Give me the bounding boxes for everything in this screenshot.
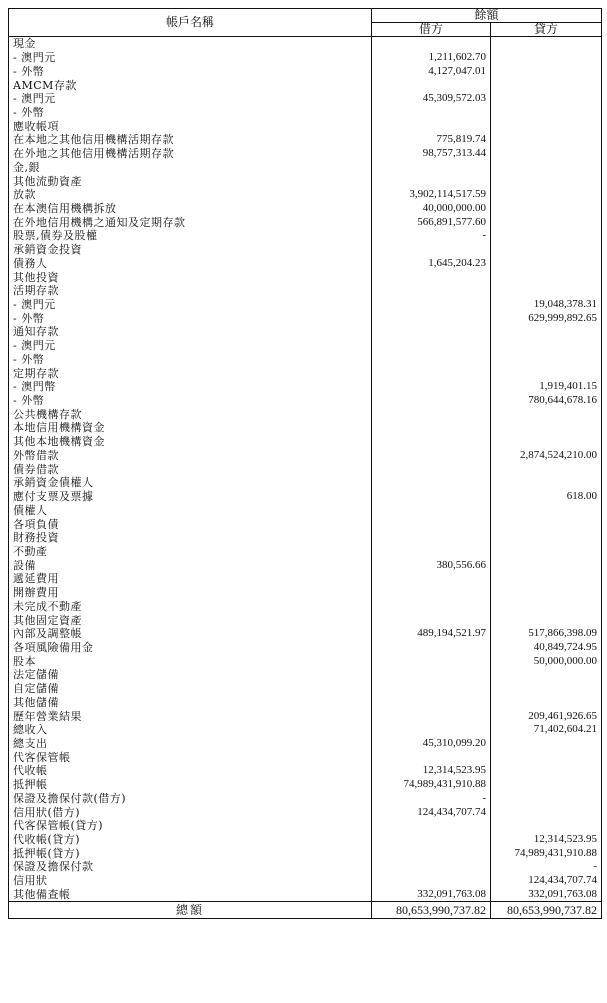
account-name: 不動產 <box>9 545 372 559</box>
debit-value <box>372 284 491 298</box>
credit-value: 517,866,398.09 <box>491 627 602 641</box>
table-row <box>9 490 602 504</box>
account-name: 股本 <box>9 654 372 668</box>
debit-value <box>372 407 491 421</box>
credit-value: 50,000,000.00 <box>491 654 602 668</box>
credit-value <box>491 257 602 271</box>
debit-value <box>372 394 491 408</box>
credit-value: 71,402,604.21 <box>491 723 602 737</box>
account-name: 代收帳(貸方) <box>9 833 372 847</box>
credit-value <box>491 599 602 613</box>
debit-value <box>372 819 491 833</box>
table-row <box>9 517 602 531</box>
credit-value: 209,461,926.65 <box>491 709 602 723</box>
account-name: 各項負債 <box>9 517 372 531</box>
account-name: - 澳門元 <box>9 92 372 106</box>
credit-value <box>491 106 602 120</box>
table-row <box>9 572 602 586</box>
debit-value <box>372 490 491 504</box>
debit-value <box>372 78 491 92</box>
total-label: 總額 <box>9 902 372 919</box>
credit-value <box>491 572 602 586</box>
table-row <box>9 764 602 778</box>
table-row <box>9 613 602 627</box>
credit-value <box>491 682 602 696</box>
table-row <box>9 119 602 133</box>
account-name: 債券借款 <box>9 462 372 476</box>
table-row <box>9 599 602 613</box>
credit-value <box>491 750 602 764</box>
account-name: 保證及擔保付款(借方) <box>9 792 372 806</box>
credit-value: 618.00 <box>491 490 602 504</box>
credit-value <box>491 558 602 572</box>
credit-value <box>491 133 602 147</box>
account-name: 自定儲備 <box>9 682 372 696</box>
credit-value <box>491 586 602 600</box>
debit-value: 4,127,047.01 <box>372 64 491 78</box>
account-name: 各項風險備用金 <box>9 641 372 655</box>
account-name: 其他本地機構資金 <box>9 435 372 449</box>
credit-value <box>491 517 602 531</box>
credit-value <box>491 435 602 449</box>
debit-value <box>372 353 491 367</box>
table-row <box>9 737 602 751</box>
table-row <box>9 874 602 888</box>
account-name: 遞延費用 <box>9 572 372 586</box>
table-row <box>9 641 602 655</box>
debit-value: 45,310,099.20 <box>372 737 491 751</box>
account-name: 公共機構存款 <box>9 407 372 421</box>
table-row <box>9 215 602 229</box>
debit-value <box>372 723 491 737</box>
credit-value: 12,314,523.95 <box>491 833 602 847</box>
account-name: 財務投資 <box>9 531 372 545</box>
debit-value <box>372 503 491 517</box>
account-name: 保證及擔保付款 <box>9 860 372 874</box>
table-row <box>9 160 602 174</box>
debit-value <box>372 860 491 874</box>
credit-value: - <box>491 860 602 874</box>
debit-value: 12,314,523.95 <box>372 764 491 778</box>
debit-value: 40,000,000.00 <box>372 202 491 216</box>
account-name: 歷年營業結果 <box>9 709 372 723</box>
debit-value <box>372 421 491 435</box>
table-row <box>9 449 602 463</box>
table-row <box>9 64 602 78</box>
total-credit: 80,653,990,737.82 <box>491 902 602 919</box>
table-row <box>9 627 602 641</box>
table-row <box>9 106 602 120</box>
table-row <box>9 174 602 188</box>
account-name: 代收帳 <box>9 764 372 778</box>
credit-value <box>491 325 602 339</box>
account-name: - 外幣 <box>9 394 372 408</box>
account-name: - 澳門元 <box>9 298 372 312</box>
account-name: AMCM存款 <box>9 78 372 92</box>
debit-value <box>372 449 491 463</box>
account-name: 活期存款 <box>9 284 372 298</box>
debit-value: 74,989,431,910.88 <box>372 778 491 792</box>
credit-value <box>491 778 602 792</box>
account-name: 外幣借款 <box>9 449 372 463</box>
table-row <box>9 353 602 367</box>
debit-value <box>372 874 491 888</box>
credit-value <box>491 78 602 92</box>
debit-value <box>372 462 491 476</box>
debit-value <box>372 613 491 627</box>
credit-value: 74,989,431,910.88 <box>491 846 602 860</box>
table-row <box>9 92 602 106</box>
table-row <box>9 682 602 696</box>
account-name-header: 帳戶名稱 <box>9 9 372 37</box>
debit-value: - <box>372 229 491 243</box>
table-row <box>9 723 602 737</box>
debit-value <box>372 833 491 847</box>
credit-value: 332,091,763.08 <box>491 888 602 902</box>
account-name: - 澳門元 <box>9 51 372 65</box>
credit-value: 19,048,378.31 <box>491 298 602 312</box>
credit-value <box>491 202 602 216</box>
credit-value <box>491 805 602 819</box>
table-row <box>9 133 602 147</box>
account-name: - 外幣 <box>9 64 372 78</box>
table-row <box>9 51 602 65</box>
table-row <box>9 270 602 284</box>
credit-value <box>491 270 602 284</box>
credit-value <box>491 147 602 161</box>
table-row <box>9 339 602 353</box>
account-name: 設備 <box>9 558 372 572</box>
table-row <box>9 284 602 298</box>
table-row <box>9 833 602 847</box>
table-body <box>9 37 602 902</box>
credit-value <box>491 284 602 298</box>
table-row <box>9 778 602 792</box>
account-name: 債權人 <box>9 503 372 517</box>
credit-value <box>491 668 602 682</box>
account-name: - 外幣 <box>9 311 372 325</box>
debit-value <box>372 517 491 531</box>
credit-value: 629,999,892.65 <box>491 311 602 325</box>
account-name: 應收帳項 <box>9 119 372 133</box>
table-row <box>9 380 602 394</box>
table-row <box>9 654 602 668</box>
credit-value <box>491 188 602 202</box>
account-name: 在本澳信用機構拆放 <box>9 202 372 216</box>
credit-value <box>491 764 602 778</box>
credit-value <box>491 503 602 517</box>
account-name: 通知存款 <box>9 325 372 339</box>
credit-value: 1,919,401.15 <box>491 380 602 394</box>
debit-value <box>372 545 491 559</box>
account-name: 內部及調整帳 <box>9 627 372 641</box>
account-name: 在本地之其他信用機構活期存款 <box>9 133 372 147</box>
account-name: - 澳門元 <box>9 339 372 353</box>
debit-value <box>372 599 491 613</box>
debit-value: 124,434,707.74 <box>372 805 491 819</box>
debit-value: 3,902,114,517.59 <box>372 188 491 202</box>
debit-value <box>372 174 491 188</box>
account-name: 在外地信用機構之通知及定期存款 <box>9 215 372 229</box>
table-row <box>9 78 602 92</box>
table-row <box>9 421 602 435</box>
table-row <box>9 229 602 243</box>
debit-value <box>372 243 491 257</box>
table-row <box>9 435 602 449</box>
table-row <box>9 819 602 833</box>
debit-value <box>372 37 491 51</box>
total-debit: 80,653,990,737.82 <box>372 902 491 919</box>
debit-value <box>372 119 491 133</box>
account-name: 本地信用機構資金 <box>9 421 372 435</box>
table-row <box>9 257 602 271</box>
account-name: 信用狀(借方) <box>9 805 372 819</box>
account-name: 代客保管帳(貸方) <box>9 819 372 833</box>
credit-value: 780,644,678.16 <box>491 394 602 408</box>
account-name: 承銷資金債權人 <box>9 476 372 490</box>
account-name: - 外幣 <box>9 106 372 120</box>
table-header <box>9 9 602 37</box>
credit-value <box>491 462 602 476</box>
table-row <box>9 709 602 723</box>
table-row <box>9 366 602 380</box>
debit-value <box>372 325 491 339</box>
table-row <box>9 888 602 902</box>
account-name: 開辦費用 <box>9 586 372 600</box>
credit-value <box>491 613 602 627</box>
credit-value <box>491 339 602 353</box>
account-name: 其他備查帳 <box>9 888 372 902</box>
debit-value <box>372 641 491 655</box>
account-name: 總支出 <box>9 737 372 751</box>
credit-value <box>491 792 602 806</box>
table-row <box>9 243 602 257</box>
credit-value <box>491 243 602 257</box>
credit-value <box>491 64 602 78</box>
account-name: 在外地之其他信用機構活期存款 <box>9 147 372 161</box>
table-row <box>9 586 602 600</box>
debit-value: - <box>372 792 491 806</box>
account-name: 代客保管帳 <box>9 750 372 764</box>
table-row <box>9 311 602 325</box>
account-name: 未完成不動產 <box>9 599 372 613</box>
account-name: 放款 <box>9 188 372 202</box>
balance-header: 餘額 <box>372 9 602 23</box>
debit-value <box>372 298 491 312</box>
table-row <box>9 476 602 490</box>
debit-value <box>372 654 491 668</box>
account-name: 抵押帳(貸方) <box>9 846 372 860</box>
debit-value <box>372 586 491 600</box>
debit-value <box>372 366 491 380</box>
total-row <box>9 902 602 919</box>
debit-value <box>372 106 491 120</box>
account-name: 應付支票及票據 <box>9 490 372 504</box>
table-row <box>9 792 602 806</box>
debit-value <box>372 270 491 284</box>
credit-value: 2,874,524,210.00 <box>491 449 602 463</box>
debit-value <box>372 380 491 394</box>
account-name: - 澳門幣 <box>9 380 372 394</box>
account-name: 承銷資金投資 <box>9 243 372 257</box>
debit-value <box>372 846 491 860</box>
table-row <box>9 394 602 408</box>
credit-value: 124,434,707.74 <box>491 874 602 888</box>
credit-value <box>491 545 602 559</box>
account-name: 債務人 <box>9 257 372 271</box>
table-row <box>9 202 602 216</box>
table-row <box>9 846 602 860</box>
table-row <box>9 805 602 819</box>
table-row <box>9 531 602 545</box>
debit-value: 45,309,572.03 <box>372 92 491 106</box>
credit-value <box>491 119 602 133</box>
debit-value: 489,194,521.97 <box>372 627 491 641</box>
debit-value: 332,091,763.08 <box>372 888 491 902</box>
table-row <box>9 325 602 339</box>
debit-value <box>372 531 491 545</box>
table-row <box>9 298 602 312</box>
debit-value <box>372 339 491 353</box>
debit-value <box>372 696 491 710</box>
account-name: 其他儲備 <box>9 696 372 710</box>
credit-value <box>491 737 602 751</box>
credit-value <box>491 407 602 421</box>
table-row <box>9 860 602 874</box>
credit-value <box>491 476 602 490</box>
debit-value: 775,819.74 <box>372 133 491 147</box>
account-name: 其他投資 <box>9 270 372 284</box>
balance-ledger-table <box>8 8 602 919</box>
credit-value <box>491 696 602 710</box>
debit-value <box>372 709 491 723</box>
table-row <box>9 545 602 559</box>
debit-value <box>372 682 491 696</box>
credit-value <box>491 366 602 380</box>
credit-value <box>491 819 602 833</box>
credit-value <box>491 215 602 229</box>
debit-value <box>372 572 491 586</box>
debit-value <box>372 750 491 764</box>
account-name: 金,銀 <box>9 160 372 174</box>
debit-value <box>372 435 491 449</box>
table-row <box>9 668 602 682</box>
credit-value <box>491 421 602 435</box>
account-name: 抵押帳 <box>9 778 372 792</box>
debit-value: 1,211,602.70 <box>372 51 491 65</box>
table-row <box>9 188 602 202</box>
credit-value <box>491 229 602 243</box>
account-name: 法定儲備 <box>9 668 372 682</box>
account-name: - 外幣 <box>9 353 372 367</box>
debit-value: 98,757,313.44 <box>372 147 491 161</box>
credit-value <box>491 174 602 188</box>
credit-header: 貸方 <box>491 23 602 37</box>
table-row <box>9 407 602 421</box>
credit-value <box>491 51 602 65</box>
account-name: 現金 <box>9 37 372 51</box>
debit-value <box>372 311 491 325</box>
account-name: 定期存款 <box>9 366 372 380</box>
debit-value: 566,891,577.60 <box>372 215 491 229</box>
credit-value <box>491 92 602 106</box>
table-row <box>9 147 602 161</box>
debit-header: 借方 <box>372 23 491 37</box>
account-name: 其他固定資產 <box>9 613 372 627</box>
account-name: 其他流動資產 <box>9 174 372 188</box>
table-row <box>9 750 602 764</box>
debit-value: 1,645,204.23 <box>372 257 491 271</box>
table-row <box>9 503 602 517</box>
credit-value <box>491 37 602 51</box>
debit-value <box>372 160 491 174</box>
debit-value <box>372 668 491 682</box>
credit-value: 40,849,724.95 <box>491 641 602 655</box>
account-name: 總收入 <box>9 723 372 737</box>
account-name: 股票,債券及股權 <box>9 229 372 243</box>
table-row <box>9 462 602 476</box>
table-row <box>9 37 602 51</box>
debit-value <box>372 476 491 490</box>
debit-value: 380,556.66 <box>372 558 491 572</box>
account-name: 信用狀 <box>9 874 372 888</box>
credit-value <box>491 353 602 367</box>
credit-value <box>491 160 602 174</box>
table-row <box>9 696 602 710</box>
credit-value <box>491 531 602 545</box>
table-row <box>9 558 602 572</box>
